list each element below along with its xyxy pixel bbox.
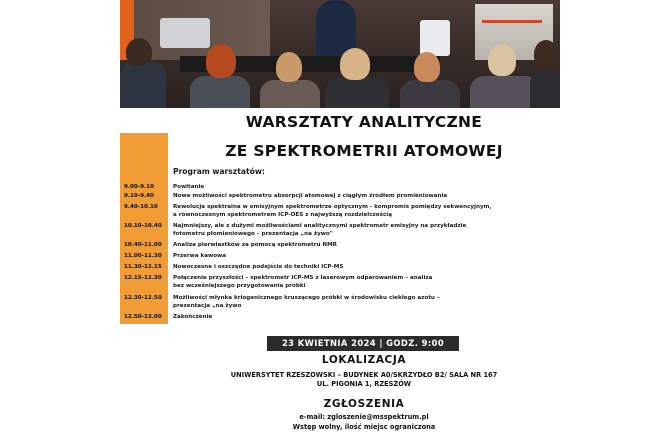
photo-screen-stripe <box>482 20 542 23</box>
location-address-line2: UL. PIGONIA 1, RZESZÓW <box>316 380 412 388</box>
program-line: fotometru płomieniowego – prezentacja „na żywo" <box>173 230 333 237</box>
photo-instrument <box>160 18 210 48</box>
photo-instrument-right <box>420 20 450 56</box>
photo-audience-head <box>276 52 302 82</box>
program-heading: Program warsztatów: <box>173 167 265 176</box>
photo-audience-head <box>414 52 440 82</box>
program-description <box>173 184 558 192</box>
photo-audience-member <box>325 78 389 108</box>
program-time: 9.40-10.10 <box>124 204 158 210</box>
photo-audience-head <box>488 44 516 76</box>
location-heading: LOKALIZACJA <box>321 354 407 366</box>
program-line: Zakończenie <box>173 314 213 320</box>
program-time: 10.40-11.00 <box>124 242 162 248</box>
photo-audience-head <box>126 38 152 66</box>
program-time: 9.10-9.40 <box>124 193 154 199</box>
program-line: bez wcześniejszego przygotowania próbki <box>173 282 306 289</box>
program-description <box>173 314 558 322</box>
program-time: 12.15-12.30 <box>124 275 162 281</box>
program-line: prezentacja „na żywo <box>173 302 242 309</box>
program-description <box>173 275 558 290</box>
program-description <box>173 264 558 272</box>
program-time: 9.00-9.10 <box>124 184 154 190</box>
photo-audience-head <box>534 40 558 68</box>
program-line: Przerwa kawowa <box>173 253 227 259</box>
photo-audience-head <box>340 48 370 80</box>
workshop-photo <box>120 0 560 108</box>
photo-audience-member <box>260 80 320 108</box>
photo-audience-member <box>190 76 250 108</box>
photo-audience-member <box>120 62 166 108</box>
program-time: 11.00-11.30 <box>124 253 162 259</box>
program-description <box>173 295 558 310</box>
program-time: 10.10-10.40 <box>124 223 162 229</box>
program-line: Nowe możliwości spektrometru absorpcji atomowej z ciągłym źródłem promieniowania <box>173 193 448 199</box>
program-line: Najmniejszy, ale z dużymi możliwościami analitycznymi spektrometr emisyjny na przykładzie <box>173 223 467 229</box>
registration-email: e-mail: zgloszenie@msspektrum.pl <box>299 413 429 421</box>
program-description <box>173 242 558 250</box>
program-line: Połączenie przyszłości – spektrometr ICP-MS z laserowym odparowaniem – analiza <box>173 275 433 281</box>
program-time: 11.30-12.15 <box>124 264 162 270</box>
program-line: Powitanie <box>173 184 205 190</box>
poster-title-line1: WARSZTATY ANALITYCZNE <box>245 113 483 131</box>
program-line: Rewolucja spektralna w emisyjnym spektrometrze optycznym - kompromis pomiędzy sekwencyjnym, <box>173 204 492 210</box>
program-line: Nowoczesne i oszczędne podejście do techniki ICP-MS <box>173 264 344 270</box>
photo-audience-member <box>530 70 560 108</box>
location-address-line1: UNIWERSYTET RZESZOWSKI – BUDYNEK A0/SKRZYDŁO B2/ SALA NR 167 <box>230 371 498 379</box>
photo-audience-member <box>400 80 460 108</box>
program-line: Możliwości młynka kriogenicznego kruszącego próbki w środowisku ciekłego azotu – <box>173 295 440 301</box>
date-time-bar: 23 KWIETNIA 2024 | GODZ. 9:00 <box>267 336 459 351</box>
program-time: 12.30-12.50 <box>124 295 162 301</box>
poster-title-line2: ZE SPEKTROMETRII ATOMOWEJ <box>225 142 503 160</box>
program-line: a równoczesnym spektrometrem ICP-OES z najwyższą rozdzielczością <box>173 211 392 218</box>
photo-audience-head <box>206 44 236 78</box>
registration-heading: ZGŁOSZENIA <box>323 398 405 410</box>
program-description <box>173 223 558 238</box>
program-description <box>173 193 558 201</box>
program-time: 12.50-13.00 <box>124 314 162 320</box>
program-description <box>173 204 558 219</box>
program-line: Analiza pierwiastków za pomocą spektrometru NMR <box>173 242 337 248</box>
workshop-poster <box>120 0 560 440</box>
program-description <box>173 253 558 261</box>
registration-note: Wstęp wolny, ilość miejsc ograniczona <box>292 423 436 431</box>
